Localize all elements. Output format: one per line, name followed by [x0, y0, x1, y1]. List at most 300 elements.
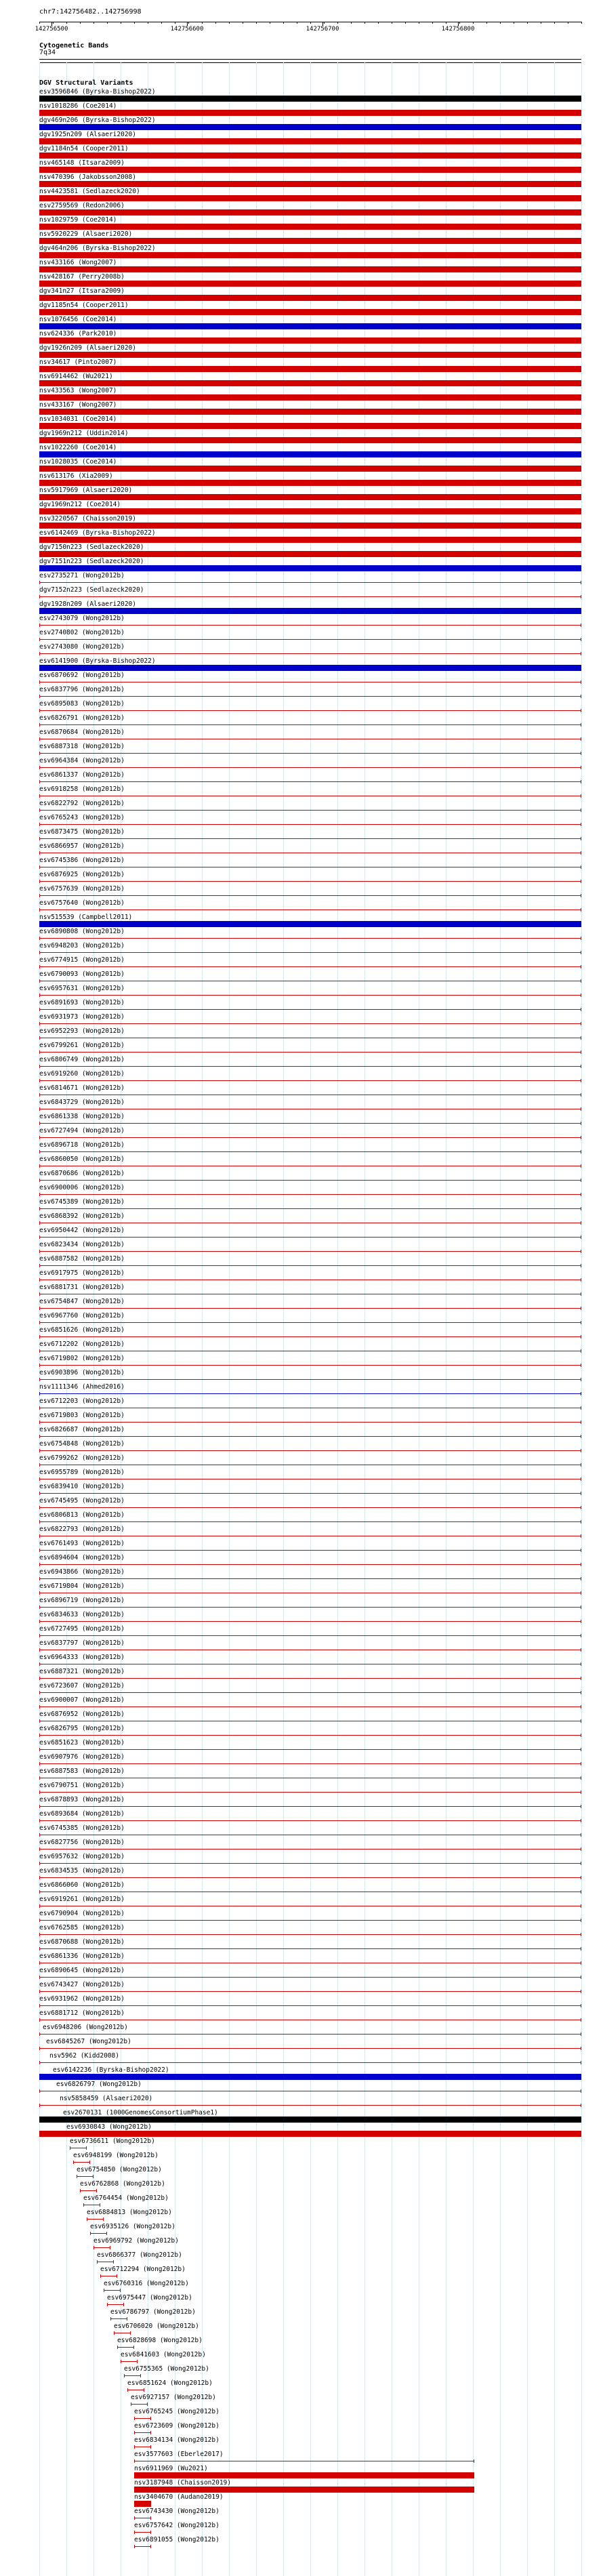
variant-row[interactable] — [0, 2294, 603, 2308]
variant-label[interactable]: nsv5920229 (Alsaeri2020) — [39, 230, 133, 238]
variant-label[interactable]: esv6876952 (Wong2012b) — [39, 1711, 125, 1718]
variant-row[interactable] — [0, 899, 603, 914]
variant-row[interactable] — [0, 743, 603, 757]
variant-row[interactable] — [0, 1284, 603, 1298]
variant-line[interactable] — [117, 2347, 134, 2348]
variant-row[interactable] — [0, 273, 603, 287]
variant-row[interactable] — [0, 316, 603, 330]
variant-label[interactable]: esv6870684 (Wong2012b) — [39, 729, 125, 736]
variant-row[interactable] — [0, 1156, 603, 1170]
variant-row[interactable] — [0, 600, 603, 615]
variant-label[interactable]: esv6884813 (Wong2012b) — [87, 2209, 172, 2216]
variant-line[interactable] — [73, 2162, 90, 2163]
variant-label[interactable]: esv6851624 (Wong2012b) — [127, 2379, 213, 2387]
variant-label[interactable]: esv6806813 (Wong2012b) — [39, 1511, 125, 1519]
variant-label[interactable]: nsv433167 (Wong2007) — [39, 401, 117, 409]
variant-line[interactable] — [39, 1749, 581, 1750]
variant-label[interactable]: esv2740802 (Wong2012b) — [39, 629, 125, 636]
variant-row[interactable] — [0, 2123, 603, 2138]
variant-row[interactable] — [0, 287, 603, 302]
variant-line[interactable] — [39, 625, 581, 626]
variant-label[interactable]: esv6950442 (Wong2012b) — [39, 1227, 125, 1234]
variant-label[interactable]: esv6826791 (Wong2012b) — [39, 714, 125, 722]
variant-row[interactable] — [0, 1739, 603, 1753]
variant-row[interactable] — [0, 1269, 603, 1284]
variant-row[interactable] — [0, 558, 603, 572]
variant-line[interactable] — [39, 1521, 581, 1522]
variant-label[interactable]: esv6745495 (Wong2012b) — [39, 1497, 125, 1505]
variant-line[interactable] — [39, 2048, 581, 2049]
variant-line[interactable] — [39, 838, 581, 839]
variant-row[interactable] — [0, 1782, 603, 1796]
variant-line[interactable] — [39, 1493, 581, 1494]
variant-line[interactable] — [134, 2418, 151, 2419]
variant-bar[interactable] — [39, 167, 581, 173]
variant-line[interactable] — [39, 696, 581, 697]
variant-label[interactable]: dgv1969n212 (Coe2014) — [39, 501, 121, 508]
variant-line[interactable] — [39, 952, 581, 953]
variant-label[interactable]: esv6843729 (Wong2012b) — [39, 1099, 125, 1106]
variant-label[interactable]: esv6723607 (Wong2012b) — [39, 1682, 125, 1690]
variant-row[interactable] — [0, 1924, 603, 1938]
variant-label[interactable]: esv6967760 (Wong2012b) — [39, 1312, 125, 1320]
variant-line[interactable] — [39, 1251, 581, 1252]
variant-row[interactable] — [0, 159, 603, 173]
variant-bar[interactable] — [134, 2501, 151, 2507]
variant-row[interactable] — [0, 501, 603, 515]
variant-row[interactable] — [0, 245, 603, 259]
variant-line[interactable] — [39, 824, 581, 825]
variant-label[interactable]: esv6141900 (Byrska-Bishop2022) — [39, 657, 156, 665]
variant-line[interactable] — [39, 710, 581, 711]
variant-label[interactable]: esv6948199 (Wong2012b) — [73, 2152, 159, 2159]
variant-line[interactable] — [39, 1208, 581, 1209]
variant-label[interactable]: nsv624336 (Park2010) — [39, 330, 117, 338]
variant-label[interactable]: nsv428167 (Perry2008b) — [39, 273, 125, 281]
variant-label[interactable]: esv6762868 (Wong2012b) — [80, 2180, 165, 2188]
variant-bar[interactable] — [39, 523, 581, 529]
variant-row[interactable] — [0, 1013, 603, 1027]
variant-row[interactable] — [0, 714, 603, 729]
variant-row[interactable] — [0, 800, 603, 814]
variant-row[interactable] — [0, 700, 603, 714]
variant-line[interactable] — [104, 2290, 121, 2291]
variant-label[interactable]: nsv465148 (Itsara2009) — [39, 159, 125, 167]
variant-line[interactable] — [39, 1621, 581, 1622]
variant-row[interactable] — [0, 2038, 603, 2052]
variant-label[interactable]: esv6814671 (Wong2012b) — [39, 1084, 125, 1092]
variant-line[interactable] — [39, 1550, 581, 1551]
variant-line[interactable] — [39, 1792, 581, 1793]
variant-row[interactable] — [0, 2024, 603, 2038]
variant-row[interactable] — [0, 458, 603, 472]
variant-row[interactable] — [0, 1867, 603, 1881]
variant-label[interactable]: esv6948203 (Wong2012b) — [39, 942, 125, 949]
variant-bar[interactable] — [39, 508, 581, 514]
variant-label[interactable]: esv2759569 (Redon2006) — [39, 202, 125, 209]
variant-label[interactable]: nsv470396 (Jakobsson2008) — [39, 173, 136, 181]
variant-row[interactable] — [0, 1141, 603, 1156]
variant-bar[interactable] — [39, 152, 581, 159]
variant-row[interactable] — [0, 2166, 603, 2180]
variant-line[interactable] — [39, 881, 581, 882]
variant-row[interactable] — [0, 999, 603, 1013]
variant-label[interactable]: dgv7152n223 (Sedlazeck2020) — [39, 586, 144, 594]
variant-line[interactable] — [77, 2176, 93, 2177]
variant-label[interactable]: esv6887582 (Wong2012b) — [39, 1255, 125, 1263]
variant-row[interactable] — [0, 259, 603, 273]
variant-line[interactable] — [39, 1180, 581, 1181]
variant-line[interactable] — [39, 653, 581, 654]
variant-row[interactable] — [0, 942, 603, 956]
variant-row[interactable] — [0, 373, 603, 387]
variant-label[interactable]: nsv1111346 (Ahmed2016) — [39, 1383, 125, 1391]
variant-row[interactable] — [0, 643, 603, 657]
variant-label[interactable]: nsv5917969 (Alsaeri2020) — [39, 487, 133, 494]
variant-label[interactable]: esv3577603 (Eberle2017) — [134, 2451, 224, 2458]
variant-label[interactable]: esv6931962 (Wong2012b) — [39, 1995, 125, 2003]
variant-label[interactable]: esv6927157 (Wong2012b) — [131, 2394, 216, 2401]
variant-row[interactable] — [0, 729, 603, 743]
variant-bar[interactable] — [39, 110, 581, 116]
variant-label[interactable]: esv2743079 (Wong2012b) — [39, 615, 125, 622]
variant-line[interactable] — [39, 1948, 581, 1949]
variant-row[interactable] — [0, 1568, 603, 1582]
variant-bar[interactable] — [39, 494, 581, 500]
variant-bar[interactable] — [39, 338, 581, 344]
variant-row[interactable] — [0, 1454, 603, 1469]
variant-line[interactable] — [39, 781, 581, 782]
variant-line[interactable] — [39, 1991, 581, 1992]
variant-label[interactable]: esv6712202 (Wong2012b) — [39, 1341, 125, 1348]
variant-line[interactable] — [39, 1237, 581, 1238]
variant-line[interactable] — [39, 1635, 581, 1636]
variant-row[interactable] — [0, 2465, 603, 2479]
variant-row[interactable] — [0, 1967, 603, 1981]
variant-label[interactable]: esv6774915 (Wong2012b) — [39, 956, 125, 964]
variant-label[interactable]: dgv464n206 (Byrska-Bishop2022) — [39, 245, 156, 252]
variant-row[interactable] — [0, 1511, 603, 1526]
variant-label[interactable]: esv6743427 (Wong2012b) — [39, 1981, 125, 1988]
variant-label[interactable]: esv6896718 (Wong2012b) — [39, 1141, 125, 1149]
variant-line[interactable] — [39, 1379, 581, 1380]
variant-label[interactable]: esv6834633 (Wong2012b) — [39, 1611, 125, 1618]
variant-label[interactable]: esv6754848 (Wong2012b) — [39, 1440, 125, 1448]
variant-label[interactable]: nsv1028035 (Coe2014) — [39, 458, 117, 466]
variant-label[interactable]: esv6969792 (Wong2012b) — [93, 2237, 179, 2245]
variant-label[interactable]: esv6895083 (Wong2012b) — [39, 700, 125, 708]
variant-row[interactable] — [0, 1440, 603, 1454]
variant-row[interactable] — [0, 1397, 603, 1412]
variant-label[interactable]: esv6935126 (Wong2012b) — [90, 2223, 175, 2230]
variant-row[interactable] — [0, 1767, 603, 1782]
variant-label[interactable]: nsv1029759 (Coe2014) — [39, 216, 117, 224]
variant-row[interactable] — [0, 1312, 603, 1326]
variant-bar[interactable] — [134, 2472, 474, 2478]
variant-row[interactable] — [0, 1625, 603, 1639]
variant-row[interactable] — [0, 302, 603, 316]
variant-row[interactable] — [0, 173, 603, 188]
variant-row[interactable] — [0, 572, 603, 586]
variant-label[interactable]: esv6890808 (Wong2012b) — [39, 928, 125, 935]
variant-row[interactable] — [0, 686, 603, 700]
variant-row[interactable] — [0, 828, 603, 842]
variant-row[interactable] — [0, 2394, 603, 2408]
variant-label[interactable]: esv6790904 (Wong2012b) — [39, 1910, 125, 1917]
variant-line[interactable] — [39, 1151, 581, 1152]
variant-label[interactable]: dgv1925n209 (Alsaeri2020) — [39, 131, 136, 138]
variant-label[interactable]: esv6760316 (Wong2012b) — [104, 2280, 189, 2287]
variant-label[interactable]: esv6893684 (Wong2012b) — [39, 1810, 125, 1818]
variant-line[interactable] — [131, 2404, 148, 2405]
variant-row[interactable] — [0, 2280, 603, 2294]
variant-bar[interactable] — [39, 224, 581, 230]
variant-row[interactable] — [0, 1839, 603, 1853]
variant-label[interactable]: esv6866060 (Wong2012b) — [39, 1881, 125, 1889]
variant-row[interactable] — [0, 1981, 603, 1995]
variant-line[interactable] — [39, 582, 581, 583]
variant-label[interactable]: esv6719803 (Wong2012b) — [39, 1412, 125, 1419]
variant-label[interactable]: nsv1022260 (Coe2014) — [39, 444, 117, 451]
variant-row[interactable] — [0, 2209, 603, 2223]
variant-bar[interactable] — [39, 281, 581, 287]
variant-label[interactable]: esv6917975 (Wong2012b) — [39, 1269, 125, 1277]
variant-row[interactable] — [0, 1113, 603, 1127]
variant-label[interactable]: nsv1018286 (Coe2014) — [39, 102, 117, 110]
variant-label[interactable]: esv6860050 (Wong2012b) — [39, 1156, 125, 1163]
variant-label[interactable]: esv6757640 (Wong2012b) — [39, 899, 125, 907]
variant-bar[interactable] — [39, 323, 581, 329]
variant-row[interactable] — [0, 2379, 603, 2394]
variant-row[interactable] — [0, 2237, 603, 2251]
variant-line[interactable] — [39, 753, 581, 754]
variant-line[interactable] — [39, 1507, 581, 1508]
variant-row[interactable] — [0, 2436, 603, 2451]
variant-row[interactable] — [0, 2408, 603, 2422]
variant-label[interactable]: esv6881731 (Wong2012b) — [39, 1284, 125, 1291]
variant-line[interactable] — [39, 1066, 581, 1067]
variant-label[interactable]: nsv515539 (Campbell2011) — [39, 914, 133, 921]
variant-row[interactable] — [0, 1255, 603, 1269]
variant-line[interactable] — [39, 1706, 581, 1707]
variant-label[interactable]: dgv1184n54 (Cooper2011) — [39, 145, 129, 152]
variant-row[interactable] — [0, 2152, 603, 2166]
variant-row[interactable] — [0, 387, 603, 401]
variant-row[interactable] — [0, 2308, 603, 2323]
variant-label[interactable]: esv6745389 (Wong2012b) — [39, 1198, 125, 1206]
variant-row[interactable] — [0, 1853, 603, 1867]
variant-row[interactable] — [0, 430, 603, 444]
variant-label[interactable]: esv6876925 (Wong2012b) — [39, 871, 125, 878]
variant-label[interactable]: esv6952293 (Wong2012b) — [39, 1027, 125, 1035]
variant-label[interactable]: nsv613176 (Xia2009) — [39, 472, 113, 480]
variant-row[interactable] — [0, 515, 603, 529]
variant-row[interactable] — [0, 330, 603, 344]
variant-label[interactable]: esv6754847 (Wong2012b) — [39, 1298, 125, 1305]
variant-line[interactable] — [110, 2318, 127, 2319]
variant-line[interactable] — [39, 938, 581, 939]
variant-bar[interactable] — [39, 2131, 581, 2137]
variant-row[interactable] — [0, 629, 603, 643]
variant-label[interactable]: esv6866957 (Wong2012b) — [39, 842, 125, 850]
variant-row[interactable] — [0, 2351, 603, 2365]
variant-label[interactable]: esv6826795 (Wong2012b) — [39, 1725, 125, 1732]
variant-row[interactable] — [0, 1341, 603, 1355]
variant-row[interactable] — [0, 771, 603, 785]
variant-label[interactable]: esv6964333 (Wong2012b) — [39, 1654, 125, 1661]
variant-row[interactable] — [0, 928, 603, 942]
variant-line[interactable] — [39, 1009, 581, 1010]
variant-row[interactable] — [0, 970, 603, 985]
variant-line[interactable] — [39, 1137, 581, 1138]
variant-row[interactable] — [0, 1127, 603, 1141]
variant-line[interactable] — [39, 1820, 581, 1821]
variant-line[interactable] — [39, 1436, 581, 1437]
variant-row[interactable] — [0, 444, 603, 458]
variant-row[interactable] — [0, 1753, 603, 1767]
variant-row[interactable] — [0, 814, 603, 828]
variant-line[interactable] — [39, 1806, 581, 1807]
variant-label[interactable]: esv6826797 (Wong2012b) — [56, 2081, 142, 2088]
variant-label[interactable]: nsv1076456 (Coe2014) — [39, 316, 117, 323]
variant-row[interactable] — [0, 2522, 603, 2536]
variant-label[interactable]: esv6881712 (Wong2012b) — [39, 2009, 125, 2017]
variant-label[interactable]: esv6887321 (Wong2012b) — [39, 1668, 125, 1675]
variant-line[interactable] — [39, 1564, 581, 1565]
variant-line[interactable] — [93, 2247, 110, 2248]
variant-line[interactable] — [39, 2062, 581, 2063]
variant-row[interactable] — [0, 2180, 603, 2194]
variant-row[interactable] — [0, 2095, 603, 2109]
variant-bar[interactable] — [39, 551, 581, 557]
variant-row[interactable] — [0, 1042, 603, 1056]
variant-bar[interactable] — [39, 565, 581, 571]
variant-row[interactable] — [0, 1497, 603, 1511]
variant-row[interactable] — [0, 2493, 603, 2508]
variant-label[interactable]: esv6841603 (Wong2012b) — [121, 2351, 206, 2358]
variant-bar[interactable] — [39, 238, 581, 244]
variant-row[interactable] — [0, 529, 603, 544]
variant-bar[interactable] — [39, 209, 581, 216]
variant-label[interactable]: esv6878893 (Wong2012b) — [39, 1796, 125, 1803]
variant-row[interactable] — [0, 2323, 603, 2337]
variant-row[interactable] — [0, 1383, 603, 1397]
variant-label[interactable]: esv6757642 (Wong2012b) — [134, 2522, 220, 2529]
variant-line[interactable] — [39, 1023, 581, 1024]
variant-label[interactable]: esv6745385 (Wong2012b) — [39, 1824, 125, 1832]
variant-row[interactable] — [0, 2081, 603, 2095]
variant-label[interactable]: esv6761493 (Wong2012b) — [39, 1540, 125, 1547]
variant-label[interactable]: esv6870692 (Wong2012b) — [39, 672, 125, 679]
variant-label[interactable]: esv6870686 (Wong2012b) — [39, 1170, 125, 1177]
variant-row[interactable] — [0, 842, 603, 857]
variant-row[interactable] — [0, 1824, 603, 1839]
variant-label[interactable]: esv6786797 (Wong2012b) — [110, 2308, 196, 2316]
variant-row[interactable] — [0, 871, 603, 885]
variant-label[interactable]: esv6790751 (Wong2012b) — [39, 1782, 125, 1789]
variant-row[interactable] — [0, 2009, 603, 2024]
variant-label[interactable]: esv6861338 (Wong2012b) — [39, 1113, 125, 1120]
variant-line[interactable] — [39, 909, 581, 910]
variant-label[interactable]: esv6727495 (Wong2012b) — [39, 1625, 125, 1633]
variant-label[interactable]: esv6891055 (Wong2012b) — [134, 2536, 220, 2543]
variant-bar[interactable] — [39, 665, 581, 671]
variant-row[interactable] — [0, 1953, 603, 1967]
variant-label[interactable]: nsv5962 (Kidd2008) — [49, 2052, 119, 2060]
variant-row[interactable] — [0, 2251, 603, 2266]
variant-label[interactable]: esv6142236 (Byrska-Bishop2022) — [53, 2066, 169, 2074]
variant-bar[interactable] — [39, 437, 581, 443]
variant-label[interactable]: nsv3404670 (Audano2019) — [134, 2493, 224, 2501]
variant-bar[interactable] — [39, 266, 581, 272]
variant-row[interactable] — [0, 1611, 603, 1625]
variant-bar[interactable] — [39, 352, 581, 358]
variant-label[interactable]: dgv1969n212 (Uddin2014) — [39, 430, 129, 437]
variant-label[interactable]: esv6723609 (Wong2012b) — [134, 2422, 220, 2430]
variant-label[interactable]: nsv6911969 (Wu2021) — [134, 2465, 208, 2472]
variant-label[interactable]: esv6943866 (Wong2012b) — [39, 1568, 125, 1576]
variant-label[interactable]: esv6743430 (Wong2012b) — [134, 2508, 220, 2515]
variant-row[interactable] — [0, 188, 603, 202]
variant-label[interactable]: esv6907976 (Wong2012b) — [39, 1753, 125, 1761]
variant-label[interactable]: dgv1928n209 (Alsaeri2020) — [39, 600, 136, 608]
variant-bar[interactable] — [39, 295, 581, 301]
variant-row[interactable] — [0, 1070, 603, 1084]
variant-line[interactable] — [39, 724, 581, 725]
variant-row[interactable] — [0, 230, 603, 245]
variant-label[interactable]: esv3596846 (Byrska-Bishop2022) — [39, 88, 156, 96]
variant-row[interactable] — [0, 757, 603, 771]
variant-label[interactable]: esv6755365 (Wong2012b) — [124, 2365, 209, 2373]
variant-label[interactable]: esv6719804 (Wong2012b) — [39, 1582, 125, 1590]
variant-row[interactable] — [0, 1526, 603, 1540]
variant-line[interactable] — [39, 1934, 581, 1935]
variant-label[interactable]: esv6868392 (Wong2012b) — [39, 1212, 125, 1220]
variant-label[interactable]: esv6762585 (Wong2012b) — [39, 1924, 125, 1931]
variant-row[interactable] — [0, 544, 603, 558]
variant-label[interactable]: dgv1926n209 (Alsaeri2020) — [39, 344, 136, 352]
variant-label[interactable]: esv6839410 (Wong2012b) — [39, 1483, 125, 1490]
variant-row[interactable] — [0, 1099, 603, 1113]
variant-row[interactable] — [0, 857, 603, 871]
variant-line[interactable] — [39, 1080, 581, 1081]
variant-label[interactable]: dgv469n206 (Byrska-Bishop2022) — [39, 117, 156, 124]
variant-row[interactable] — [0, 2365, 603, 2379]
variant-line[interactable] — [39, 1877, 581, 1878]
variant-bar[interactable] — [134, 2487, 474, 2493]
variant-row[interactable] — [0, 2422, 603, 2436]
variant-line[interactable] — [87, 2219, 104, 2220]
variant-row[interactable] — [0, 1298, 603, 1312]
variant-label[interactable]: esv6790093 (Wong2012b) — [39, 970, 125, 978]
variant-row[interactable] — [0, 1696, 603, 1711]
variant-row[interactable] — [0, 216, 603, 230]
variant-label[interactable]: nsv34617 (Pinto2007) — [39, 359, 117, 366]
variant-label[interactable]: esv6866377 (Wong2012b) — [97, 2251, 182, 2259]
variant-label[interactable]: esv6957631 (Wong2012b) — [39, 985, 125, 992]
variant-line[interactable] — [134, 2532, 151, 2533]
variant-row[interactable] — [0, 1896, 603, 1910]
variant-row[interactable] — [0, 1881, 603, 1896]
variant-label[interactable]: esv6712203 (Wong2012b) — [39, 1397, 125, 1405]
variant-label[interactable]: dgv341n27 (Itsara2009) — [39, 287, 125, 295]
variant-line[interactable] — [39, 1692, 581, 1693]
variant-bar[interactable] — [39, 124, 581, 130]
variant-line[interactable] — [39, 639, 581, 640]
variant-row[interactable] — [0, 202, 603, 216]
variant-label[interactable]: esv6834134 (Wong2012b) — [134, 2436, 220, 2444]
variant-line[interactable] — [134, 2546, 151, 2547]
